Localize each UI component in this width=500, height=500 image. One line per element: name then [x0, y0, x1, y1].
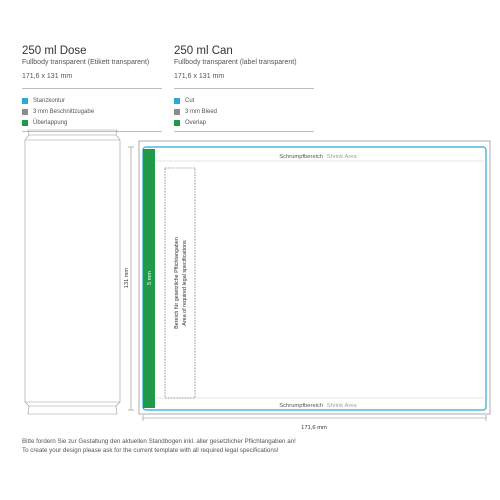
legend-label: 3 mm Beschnittzugabe — [33, 109, 95, 115]
shrink-label-de: Schrumpfbereich — [279, 403, 324, 409]
legal-area-label-en: Area of required legal specifications — [182, 240, 188, 326]
shrink-label-en: Shrink Area — [326, 403, 357, 409]
product-dimensions-de: 171,6 x 131 mm — [22, 73, 73, 80]
footer-note — [22, 437, 492, 455]
bleed-outline — [139, 141, 490, 414]
legend-label: Cut — [185, 98, 195, 104]
can-outline — [25, 130, 120, 414]
footer-line-en: To create your design please ask for the current template with all required legal specifications! — [22, 447, 279, 454]
shrink-label-bottom — [279, 403, 357, 409]
legend-label: Überlappung — [33, 120, 68, 126]
cut-line — [143, 147, 486, 410]
height-label: 131 mm — [124, 267, 130, 289]
product-title-de: 250 ml Dose — [22, 45, 87, 57]
legal-area-box — [165, 168, 195, 398]
product-subtitle-de: Fullbody transparent (Etikett transparent) — [22, 59, 150, 66]
shrink-label-en: Shrink Area — [326, 154, 357, 160]
product-subtitle-en: Fullbody transparent (label transparent) — [174, 59, 297, 66]
footer-line-de: Bitte fordern Sie zur Gestaltung den aktuellen Standbogen inkl. aller gesetzlicher Pflichtangaben an! — [22, 438, 296, 445]
width-dimension — [143, 415, 486, 421]
overlap-label: 5 mm — [147, 271, 153, 285]
width-label: 171,6 mm — [301, 425, 327, 431]
legend-label: Stanzkontur — [33, 98, 66, 104]
legal-area-label-de: Bereich für gesetzliche Pflichtangaben — [174, 237, 180, 329]
shrink-label-top — [279, 154, 357, 160]
product-title-en: 250 ml Can — [174, 45, 233, 57]
product-dimensions-en: 171,6 x 131 mm — [174, 73, 225, 80]
shrink-label-de: Schrumpfbereich — [279, 154, 324, 160]
legend-label: 3 mm Bleed — [185, 109, 218, 115]
legend-label: Overlap — [185, 120, 207, 126]
